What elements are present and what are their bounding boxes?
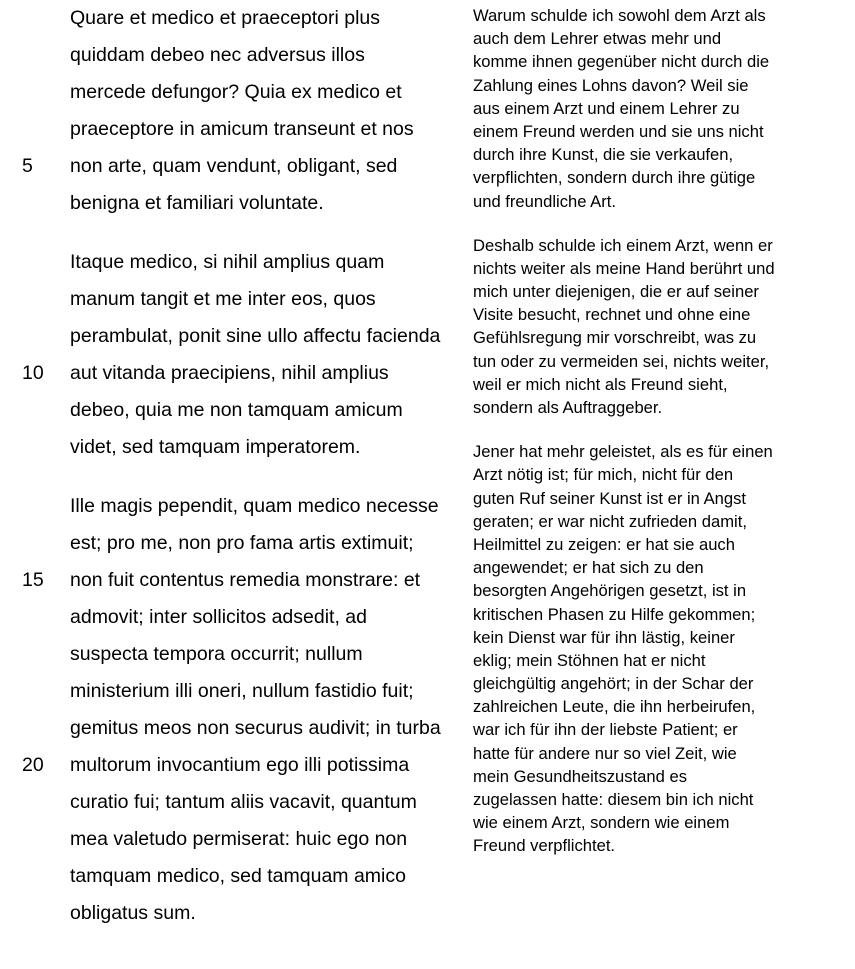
german-text-line: auch dem Lehrer etwas mehr und — [473, 29, 722, 49]
line-text: benigna et familiari voluntate. — [70, 192, 324, 214]
line-text: tamquam medico, sed tamquam amico — [70, 865, 406, 887]
line-text: curatio fui; tantum aliis vacavit, quantum — [70, 791, 417, 813]
line-text: debeo, quia me non tamquam amicum — [70, 399, 403, 421]
german-text-line: mich unter diejenigen, die er auf seiner — [473, 282, 759, 302]
german-text-line: besorgten Angehörigen gesetzt, ist in — [473, 581, 747, 601]
latin-text-line — [0, 673, 460, 710]
german-text-line: verpflichten, sondern durch ihre gütige — [473, 168, 756, 188]
latin-text-line — [0, 244, 460, 281]
latin-text-line — [0, 858, 460, 895]
latin-text-line — [0, 821, 460, 858]
german-text-line: Arzt nötig ist; für mich, nicht für den — [473, 465, 734, 485]
line-text: mercede defungor? Quia ex medico et — [70, 81, 402, 103]
latin-text-line — [0, 74, 460, 111]
german-text-line: war ich für ihn der liebste Patient; er — [473, 720, 738, 740]
german-text-line: Zahlung eines Lohns davon? Weil sie — [473, 75, 749, 95]
line-number-20: 20 — [22, 754, 44, 776]
german-text-line: Visite besucht, rechnet und ohne eine — [473, 305, 751, 325]
line-text: non fuit contentus remedia monstrare: et — [70, 569, 421, 591]
line-text: Quare et medico et praeceptori plus — [70, 7, 381, 29]
german-text-line: weil er mich nicht als Freund sieht, — [473, 374, 728, 394]
latin-paragraph-1 — [0, 0, 460, 222]
line-number-10: 10 — [22, 362, 44, 384]
german-text-line: durch ihre Kunst, die sie verkaufen, — [473, 145, 734, 165]
latin-text-line — [0, 636, 460, 673]
latin-paragraph-3 — [0, 488, 460, 969]
line-text: ministerium illi oneri, nullum fastidio fuit; — [70, 680, 414, 702]
german-text-line: einem Freund werden und sie uns nicht — [473, 121, 764, 141]
german-text-line: und freundliche Art. — [473, 191, 616, 211]
german-text-line: Freund verpflichtet. — [473, 836, 616, 856]
line-number-15: 15 — [22, 569, 44, 591]
german-text-line: sondern als Auftraggeber. — [473, 398, 663, 417]
latin-text-line — [0, 148, 460, 185]
german-text-line: angewendet; er hat sich zu den — [473, 558, 704, 578]
line-text: aut vitanda praecipiens, nihil amplius — [70, 362, 389, 384]
line-text: mea valetudo permiserat: huic ego non — [70, 828, 408, 850]
line-text: quiddam debeo nec adversus illos — [70, 44, 365, 66]
latin-text-line — [0, 784, 460, 821]
german-text-line: Jener hat mehr geleistet, als es für einen — [473, 442, 773, 462]
latin-text-line — [0, 355, 460, 392]
latin-text-line — [0, 710, 460, 747]
latin-text-line — [0, 599, 460, 636]
german-text-line: Warum schulde ich sowohl dem Arzt als — [473, 6, 766, 25]
latin-text-line — [0, 318, 460, 355]
german-text-line: geraten; er war nicht zufrieden damit, — [473, 511, 747, 531]
latin-text-line — [0, 281, 460, 318]
line-text: admovit; inter sollicitos adsedit, ad — [70, 606, 367, 628]
line-text: gemitus meos non securus audivit; in turba — [70, 717, 441, 739]
german-text-line: gleichgültig angehört; in der Schar der — [473, 674, 754, 694]
latin-text-line — [0, 747, 460, 784]
line-text: suspecta tempora occurrit; nullum — [70, 643, 363, 665]
german-text-line: Gefühlsregung mir vorschreibt, was zu — [473, 328, 757, 348]
latin-text-line — [0, 392, 460, 429]
latin-text-line — [0, 895, 460, 932]
german-text-line: tun oder zu vermeiden sei, nichts weiter, — [473, 351, 770, 371]
latin-text-line — [0, 429, 460, 466]
line-text: Ille magis pependit, quam medico necesse — [70, 495, 439, 517]
line-text: perambulat, ponit sine ullo affectu facienda — [70, 325, 441, 347]
line-text: obligatus sum. — [70, 902, 196, 924]
latin-text-line — [0, 932, 460, 969]
german-text-line: hatte für andere nur so viel Zeit, wie — [473, 743, 737, 763]
latin-paragraph-2 — [0, 244, 460, 466]
german-text-line: Heilmittel zu zeigen: er hat sie auch — [473, 534, 735, 554]
latin-text-line — [0, 111, 460, 148]
german-text-line: Deshalb schulde ich einem Arzt, wenn er — [473, 235, 773, 255]
line-number-5: 5 — [22, 155, 33, 177]
latin-text-line — [0, 525, 460, 562]
german-paragraph-1 — [473, 4, 855, 213]
line-text: praeceptore in amicum transeunt et nos — [70, 118, 414, 140]
german-text-line: eklig; mein Stöhnen hat er nicht — [473, 650, 706, 670]
german-paragraph-2 — [473, 234, 855, 420]
latin-text-line — [0, 488, 460, 525]
line-text: est; pro me, non pro fama artis extimuit; — [70, 532, 414, 554]
german-text-line: kritischen Phasen zu Hilfe gekommen; — [473, 604, 756, 624]
latin-text-line — [0, 562, 460, 599]
latin-text-line — [0, 0, 460, 37]
latin-text-line — [0, 185, 460, 222]
latin-text-line — [0, 37, 460, 74]
line-text: multorum invocantium ego illi potissima — [70, 754, 410, 776]
german-text-line: komme ihnen gegenüber nicht durch die — [473, 52, 770, 72]
german-paragraph-3 — [473, 440, 855, 857]
german-text-line: kein Dienst war für ihn lästig, keiner — [473, 627, 735, 647]
german-text-line: wie einem Arzt, sondern wie einem — [473, 813, 730, 833]
line-text: Itaque medico, si nihil amplius quam — [70, 251, 385, 273]
german-text-line: mein Gesundheitszustand es — [473, 766, 688, 786]
german-text-line: aus einem Arzt und einem Lehrer zu — [473, 98, 740, 118]
german-text-line: nichts weiter als meine Hand berührt und — [473, 258, 775, 278]
german-translation-column — [473, 4, 855, 863]
german-text-line: zugelassen hatte: diesem bin ich nicht — [473, 790, 754, 809]
german-text-line: guten Ruf seiner Kunst ist er in Angst — [473, 488, 747, 508]
line-text: non arte, quam vendunt, obligant, sed — [70, 155, 398, 177]
line-text: videt, sed tamquam imperatorem. — [70, 436, 361, 458]
line-text: manum tangit et me inter eos, quos — [70, 288, 376, 310]
german-text-line: zahlreichen Leute, die ihn herbeirufen, — [473, 697, 756, 717]
